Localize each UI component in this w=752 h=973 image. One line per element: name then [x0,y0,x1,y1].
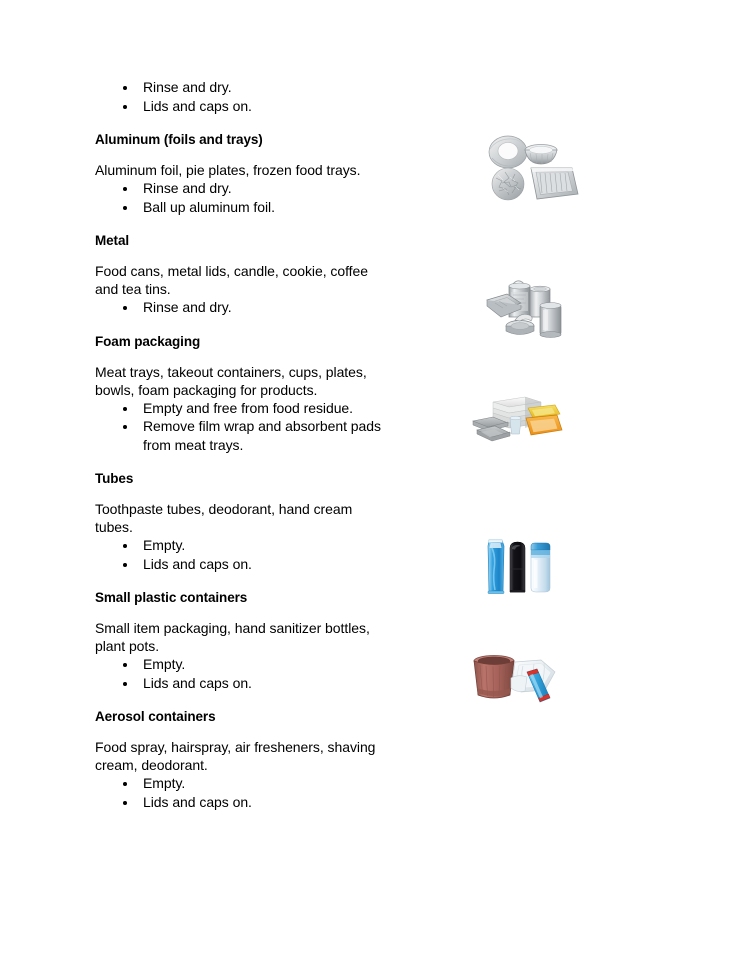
section-body: Food cans, metal lids, candle, cookie, coffee and tea tins. [95,263,368,297]
list-item: Rinse and dry. [95,179,385,198]
section-bullet-list [95,536,385,573]
section-body: Toothpaste tubes, deodorant, hand cream tubes. [95,501,353,535]
section-tubes [95,470,385,573]
spacer [95,573,385,589]
section-bullet-list [95,655,385,692]
list-item: Empty and free from food residue. [95,399,385,418]
list-item: Rinse and dry. [95,78,385,97]
list-item: Lids and caps on. [95,674,385,693]
spacer [95,148,385,161]
section-heading: Foam packaging [95,333,201,349]
section-bullet-list [95,774,385,811]
section-body: Food spray, hairspray, air fresheners, shaving cream, deodorant. [95,739,376,773]
section-metal [95,232,385,317]
aluminum-foils-and-trays-photo [481,131,585,203]
spacer [95,725,385,738]
section-bullet-list [95,399,385,455]
section-aluminum [95,131,385,216]
list-item: Lids and caps on. [95,97,385,116]
list-item: Lids and caps on. [95,555,385,574]
section-bullet-list [95,298,385,317]
spacer [95,216,385,232]
tubes-photo [481,532,555,598]
document-text-column [95,78,385,811]
list-item: Lids and caps on. [95,793,385,812]
small-plastic-containers-photo [471,648,561,708]
section-heading: Aerosol containers [95,709,216,724]
list-item: Empty. [95,655,385,674]
metal-cans-and-tins-photo [483,272,569,340]
spacer [95,454,385,470]
section-heading: Tubes [95,471,134,486]
spacer [95,692,385,708]
list-item: Empty. [95,536,385,555]
section-small-plastic-containers [95,589,385,692]
top-bullet-list [95,78,385,115]
list-item: Rinse and dry. [95,298,385,317]
section-aerosol-containers [95,708,385,811]
section-bullet-list [95,179,385,216]
foam-packaging-photo [471,390,567,446]
section-foam-packaging [95,333,385,455]
list-item: Ball up aluminum foil. [95,198,385,217]
spacer [95,350,385,363]
spacer [95,487,385,500]
section-heading: Small plastic containers [95,590,248,605]
spacer [95,115,385,131]
spacer [95,606,385,619]
spacer [95,249,385,262]
section-body: Meat trays, takeout containers, cups, plates, bowls, foam packaging for products. [95,363,367,398]
list-item: Empty. [95,774,385,793]
section-body: Small item packaging, hand sanitizer bottles, plant pots. [95,620,370,654]
spacer [95,317,385,333]
section-heading: Metal [95,233,130,248]
section-body: Aluminum foil, pie plates, frozen food trays. [95,162,361,178]
list-item: Remove film wrap and absorbent pads from meat trays. [95,417,385,454]
section-heading: Aluminum (foils and trays) [95,132,263,147]
